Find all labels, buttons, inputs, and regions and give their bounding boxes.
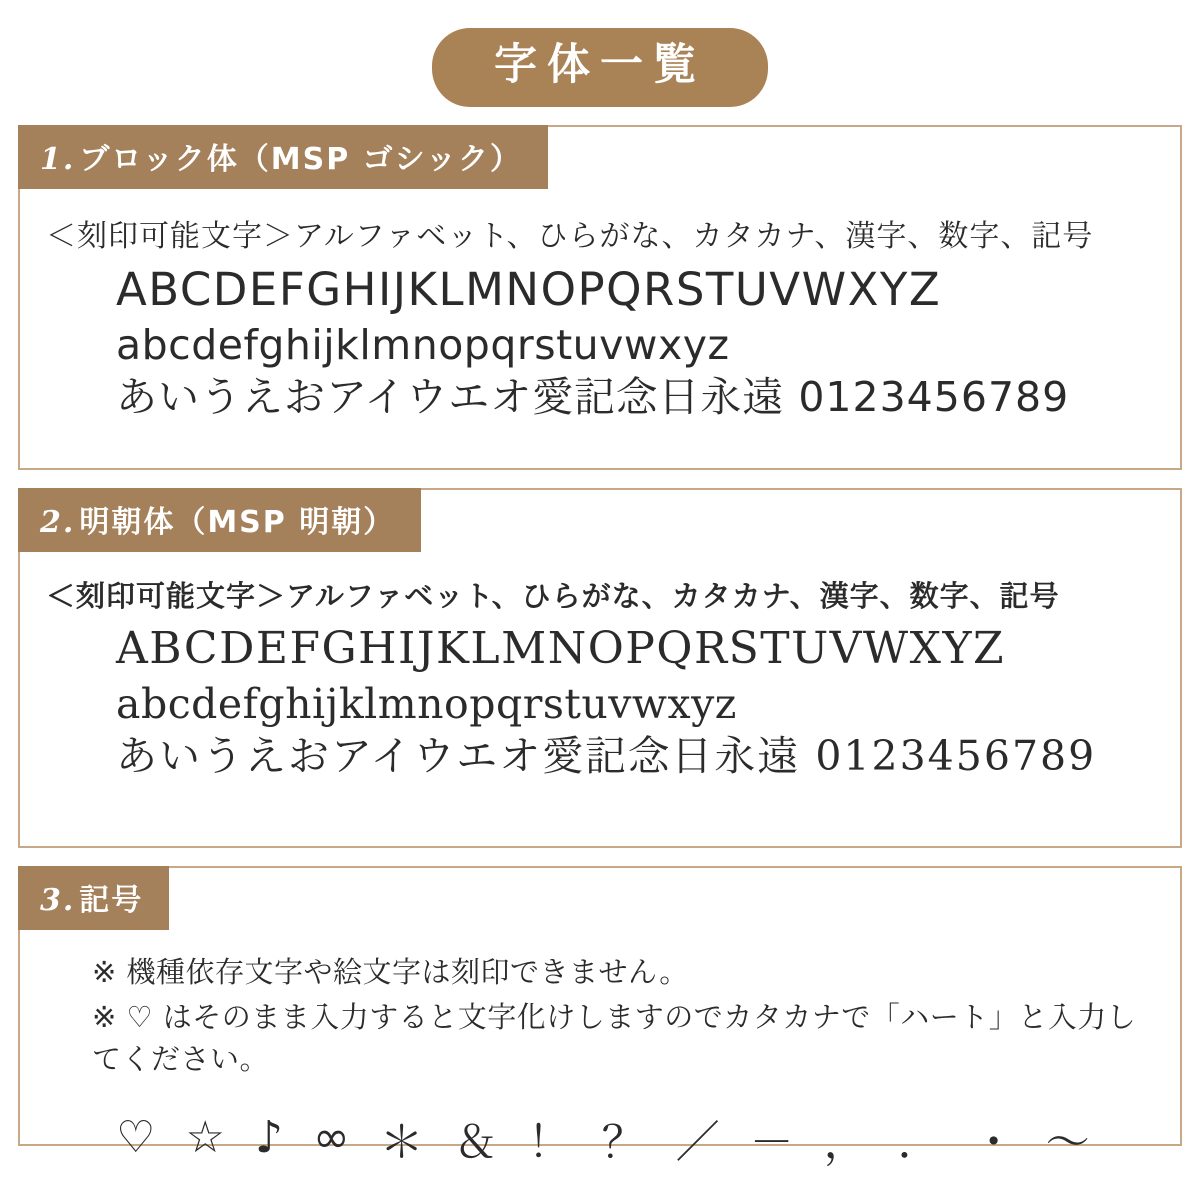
section-heading-symbols bbox=[18, 866, 169, 930]
specimen-kana-numerals: あいうえおアイウエオ愛記念日永遠 0123456789 bbox=[116, 732, 1097, 781]
symbol-infinity-icon: ∞ bbox=[313, 1112, 350, 1164]
section-heading-label: 明朝体（MSP 明朝） bbox=[79, 505, 396, 541]
symbol-hyphen-icon: － bbox=[749, 1116, 794, 1168]
symbol-tilde-icon: ～ bbox=[1045, 1116, 1090, 1168]
available-characters-note: ＜刻印可能文字＞アルファベット、ひらがな、カタカナ、漢字、数字、記号 bbox=[46, 579, 1060, 614]
symbol-middle-dot-icon: ・ bbox=[971, 1116, 1016, 1168]
page-title-container bbox=[18, 0, 1182, 125]
section-body-symbols bbox=[20, 952, 1180, 1170]
section-body-block-gothic bbox=[20, 211, 1180, 424]
symbol-question-icon: ？ bbox=[601, 1116, 646, 1168]
section-heading-label: 記号 bbox=[79, 883, 144, 919]
symbol-list bbox=[46, 1106, 1154, 1170]
symbol-ampersand-icon: ＆ bbox=[453, 1116, 498, 1168]
section-number: 2. bbox=[40, 505, 76, 541]
section-number: 3. bbox=[40, 883, 76, 919]
specimen-kana-numerals: あいうえおアイウエオ愛記念日永遠 0123456789 bbox=[116, 373, 1070, 422]
section-number: 1. bbox=[40, 142, 76, 178]
page-title: 字体一覧 bbox=[432, 28, 768, 107]
available-characters-note: ＜刻印可能文字＞アルファベット、ひらがな、カタカナ、漢字、数字、記号 bbox=[46, 219, 1094, 255]
symbol-note-2: ※ ♡ はそのまま入力すると文字化けしますのでカタカナで「ハート」と入力してください。 bbox=[92, 1000, 1137, 1076]
symbol-asterisk-icon: ＊ bbox=[379, 1116, 424, 1168]
section-mincho bbox=[18, 488, 1182, 848]
specimen-uppercase: ABCDEFGHIJKLMNOPQRSTUVWXYZ bbox=[116, 263, 942, 317]
section-symbols bbox=[18, 866, 1182, 1168]
specimen-mincho bbox=[46, 621, 1154, 782]
section-heading-block-gothic bbox=[18, 125, 548, 189]
symbol-slash-icon: ／ bbox=[675, 1116, 720, 1168]
symbol-exclamation-icon: ！ bbox=[527, 1116, 572, 1168]
section-block-gothic bbox=[18, 125, 1182, 470]
symbol-star-icon: ☆ bbox=[185, 1112, 225, 1164]
symbol-heart-icon: ♡ bbox=[116, 1112, 156, 1164]
specimen-lowercase: abcdefghijklmnopqrstuvwxyz bbox=[116, 320, 730, 369]
section-body-mincho bbox=[20, 574, 1180, 782]
symbol-note-1: ※ 機種依存文字や絵文字は刻印できません。 bbox=[92, 955, 689, 990]
section-heading-mincho bbox=[18, 488, 421, 552]
symbol-period-icon: ． bbox=[897, 1116, 942, 1168]
section-heading-label: ブロック体（MSP ゴシック） bbox=[79, 142, 523, 178]
specimen-uppercase: ABCDEFGHIJKLMNOPQRSTUVWXYZ bbox=[116, 623, 1006, 675]
symbol-music-note-icon: ♪ bbox=[254, 1112, 283, 1164]
symbol-comma-icon: ， bbox=[823, 1116, 868, 1168]
specimen-block-gothic bbox=[46, 261, 1154, 424]
specimen-lowercase: abcdefghijklmnopqrstuvwxyz bbox=[116, 679, 737, 728]
